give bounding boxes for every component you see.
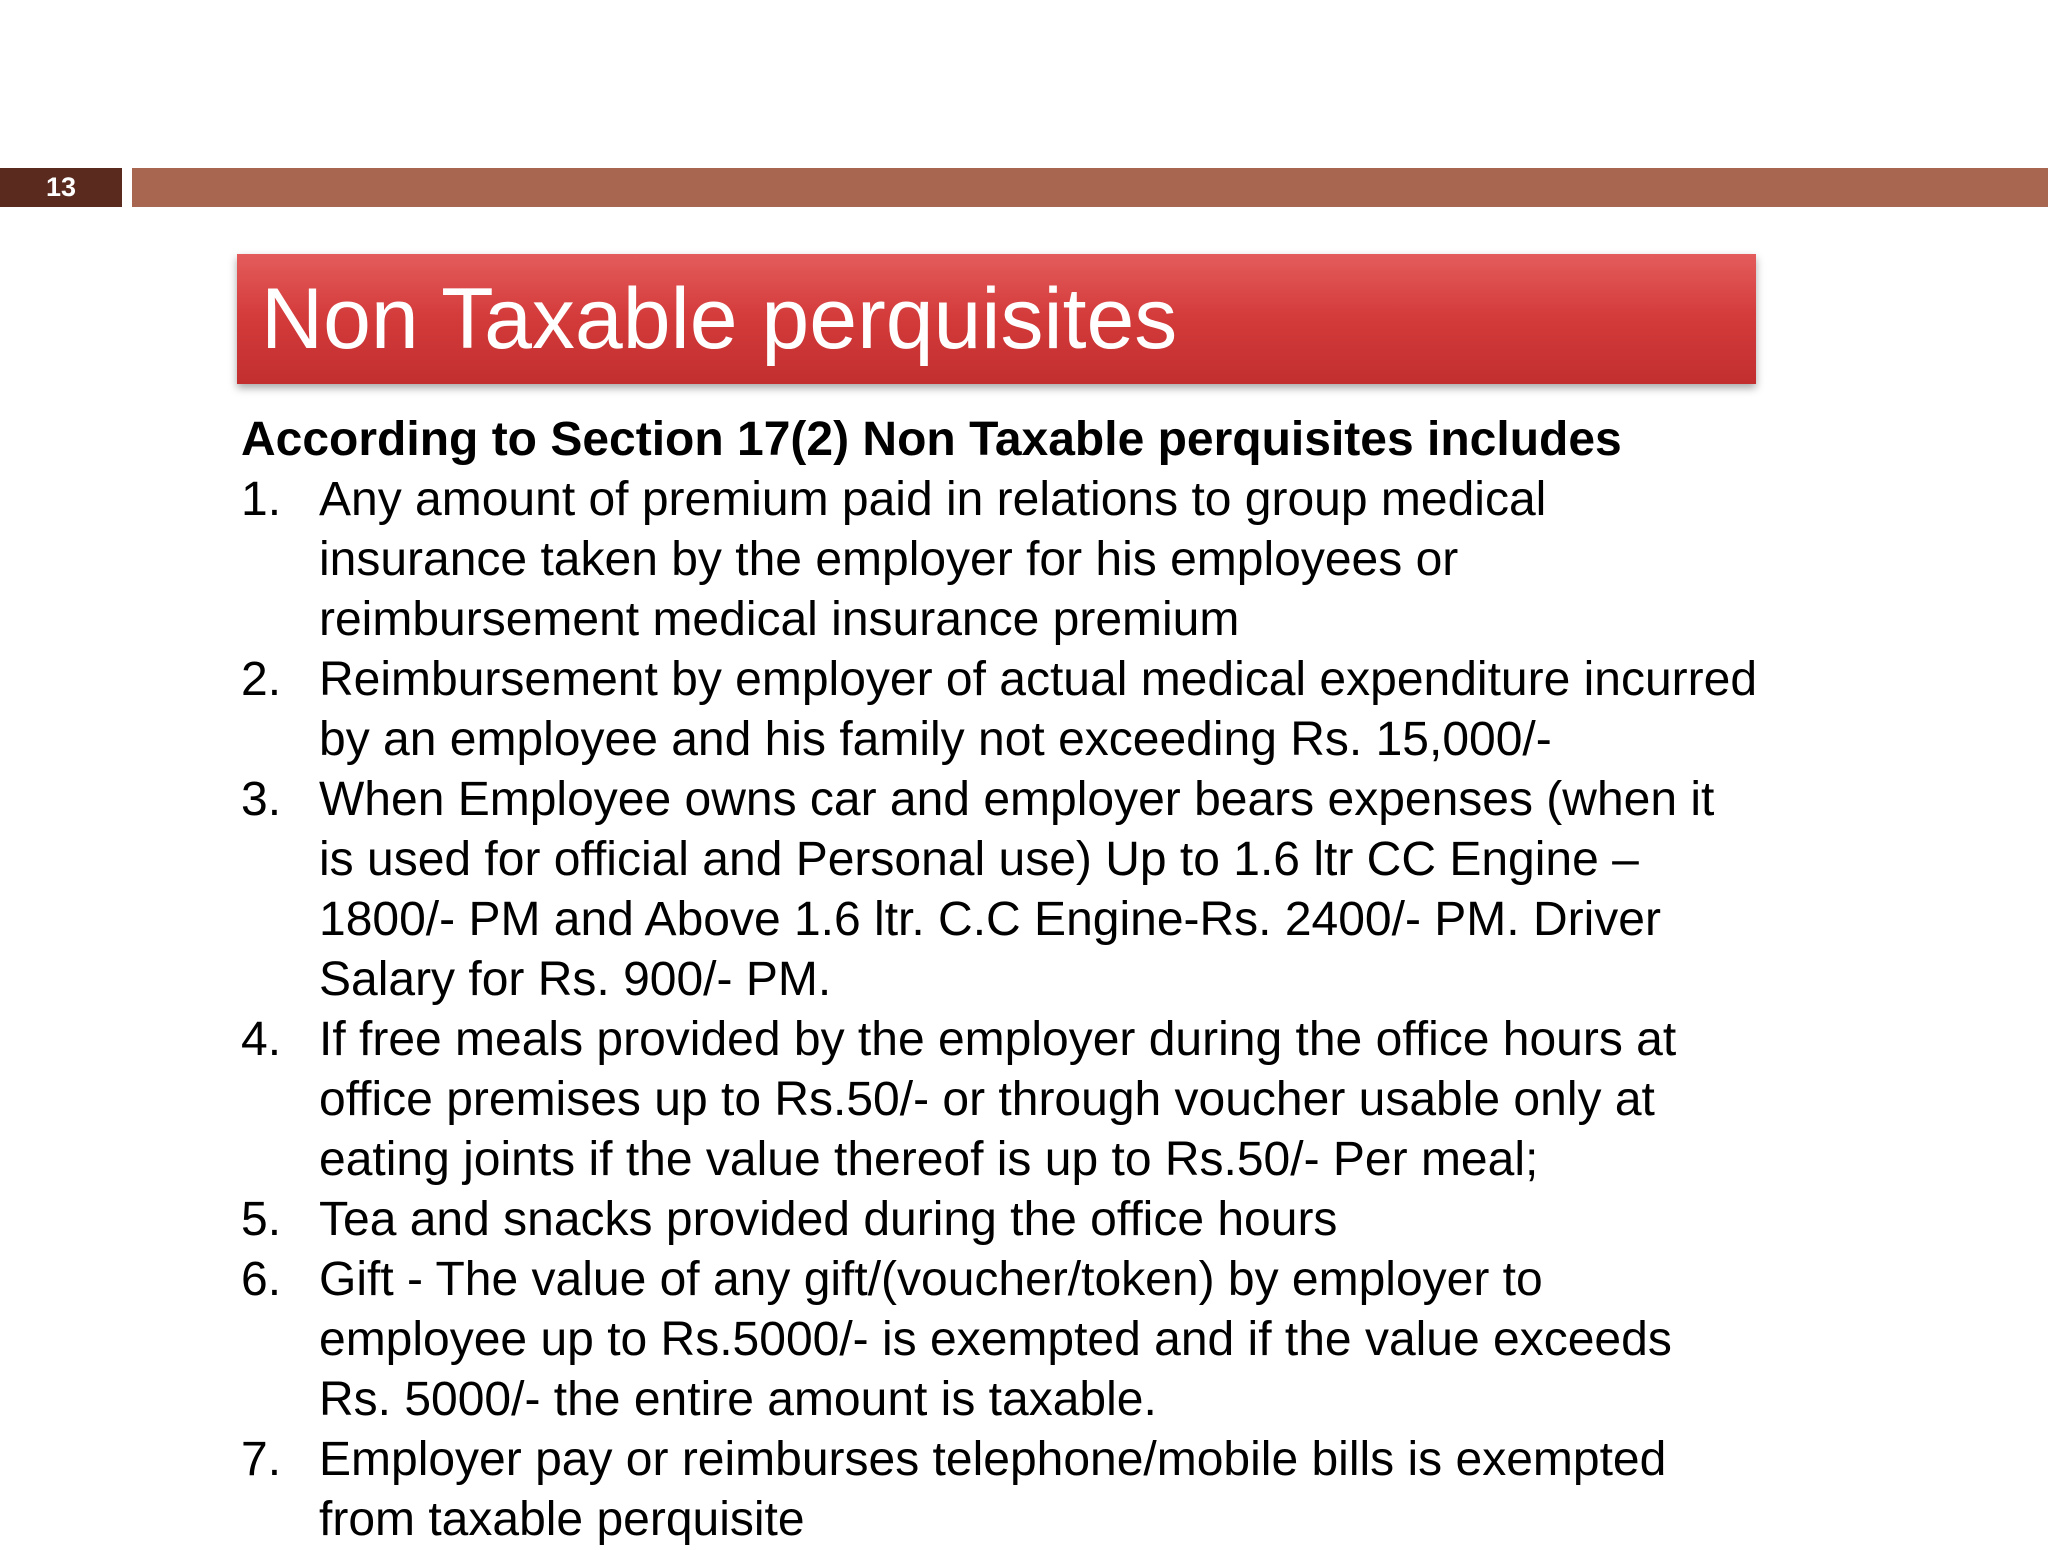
- intro-heading: According to Section 17(2) Non Taxable perquisites includes: [241, 413, 1622, 466]
- list-item-number: 4.: [241, 1013, 282, 1066]
- list-item: [241, 770, 1931, 1010]
- slide-number: 13: [0, 168, 122, 207]
- list-item-text: Tea and snacks provided during the office hours: [319, 1193, 1338, 1246]
- list-item-text: Reimbursement by employer of actual medical expenditure incurred by an employee and his family not exceeding Rs. 15,000/-: [319, 653, 1758, 766]
- list-item-text: When Employee owns car and employer bears expenses (when it is used for official and Personal use) Up to 1.6 ltr CC Engine – 1800/- PM and Above 1.6 ltr. C.C Engine-Rs. 2400/- PM. Driver Salary for Rs. 900/- PM.: [319, 773, 1715, 1006]
- list-item-number: 7.: [241, 1433, 282, 1486]
- list-item-text: Gift - The value of any gift/(voucher/token) by employer to employee up to Rs.5000/- is exempted and if the value exceeds Rs. 5000/- the entire amount is taxable.: [319, 1253, 1672, 1426]
- perquisites-list: [241, 470, 1931, 1550]
- list-item: [241, 650, 1931, 770]
- list-item-number: 1.: [241, 473, 282, 526]
- header-bar: [132, 168, 2048, 207]
- list-item-text: Any amount of premium paid in relations to group medical insurance taken by the employer for his employees or reimbursement medical insurance premium: [319, 473, 1547, 646]
- slide-title: Non Taxable perquisites: [261, 271, 1178, 367]
- list-item-text: If free meals provided by the employer during the office hours at office premises up to Rs.50/- or through voucher usable only at eating joints if the value thereof is up to Rs.50/- Per meal;: [319, 1013, 1677, 1186]
- list-item-number: 6.: [241, 1253, 282, 1306]
- title-banner: [237, 254, 1756, 384]
- list-item-text: Employer pay or reimburses telephone/mobile bills is exempted from taxable perquisite: [319, 1433, 1667, 1546]
- list-item-number: 2.: [241, 653, 282, 706]
- list-item-number: 5.: [241, 1193, 282, 1246]
- list-item: [241, 470, 1931, 650]
- list-item: [241, 1430, 1931, 1550]
- slide-content: [241, 410, 1931, 1550]
- list-item-number: 3.: [241, 773, 282, 826]
- list-item: [241, 1010, 1931, 1190]
- list-item: [241, 1250, 1931, 1430]
- list-item: [241, 1190, 1931, 1250]
